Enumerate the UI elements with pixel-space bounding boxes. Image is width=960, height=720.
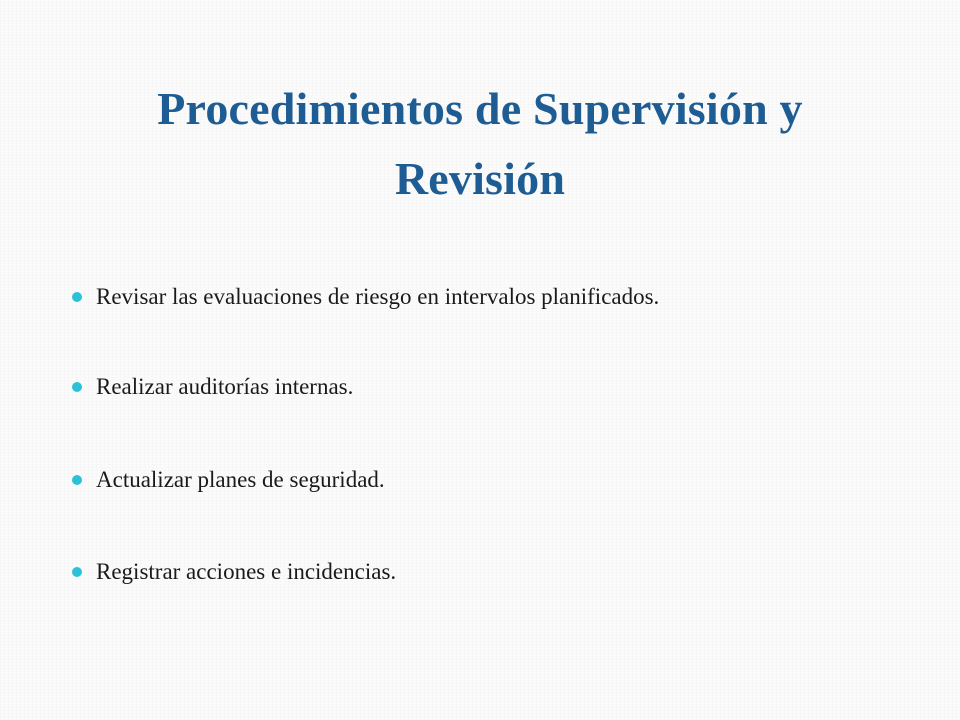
- bullet-text: Realizar auditorías internas.: [96, 374, 354, 399]
- bullet-text: Revisar las evaluaciones de riesgo en intervalos planificados.: [96, 284, 660, 309]
- bullet-item: [72, 281, 659, 313]
- bullet-dot-icon: [72, 292, 82, 302]
- bullet-dot-icon: [72, 382, 82, 392]
- bullet-item: [72, 371, 353, 403]
- bullet-dot-icon: [72, 475, 82, 485]
- bullet-text: Registrar acciones e incidencias.: [96, 559, 397, 584]
- bullet-item: [72, 464, 385, 496]
- bullet-item: [72, 556, 396, 588]
- bullet-text: Actualizar planes de seguridad.: [96, 467, 385, 492]
- title-line-1: Procedimientos de Supervisión y: [157, 83, 803, 134]
- title-line-2: Revisión: [394, 153, 566, 204]
- bullet-dot-icon: [72, 567, 82, 577]
